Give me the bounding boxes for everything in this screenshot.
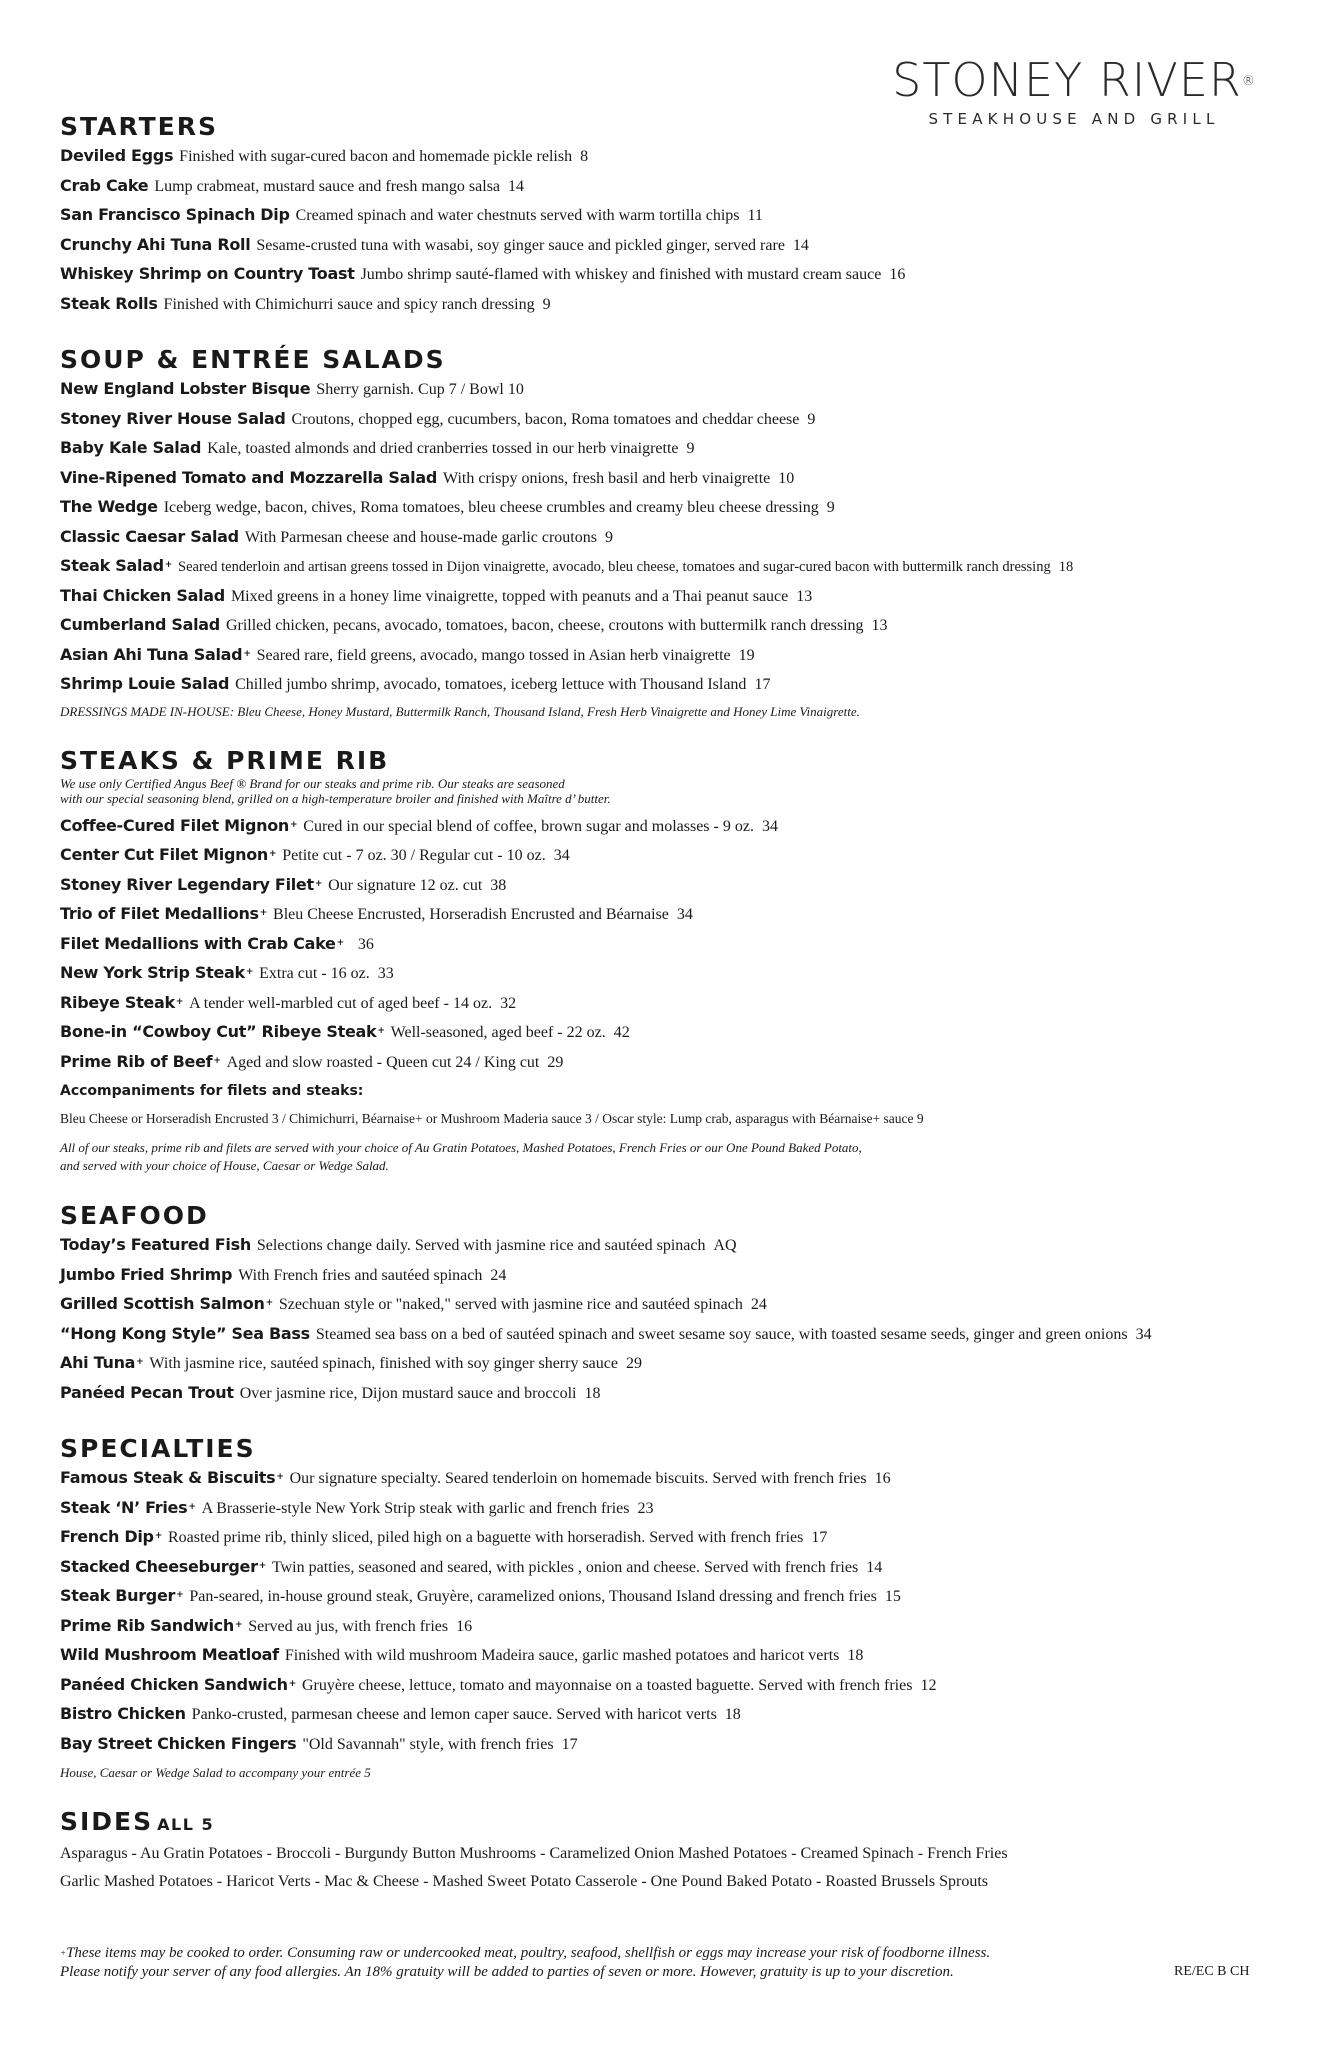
item-name: Bay Street Chicken Fingers — [60, 1733, 297, 1753]
item-price: 19 — [738, 646, 755, 664]
intro-line: with our special seasoning blend, grilled on a high-temperature broiler and finished with Maître d’ butter. — [60, 790, 611, 806]
menu-item — [60, 1523, 1260, 1553]
item-price: 9 — [826, 499, 835, 516]
cooked-to-order-mark: + — [288, 1678, 296, 1689]
item-price: 14 — [792, 236, 809, 254]
disclaimer-line: +These items may be cooked to order. Consuming raw or undercooked meat, poultry, seafood, shellfish or eggs may increase your risk of foodborne illness. — [60, 1945, 991, 1961]
item-description: Sesame-crusted tuna with wasabi, soy ginger sauce and pickled ginger, served rare — [256, 236, 785, 254]
item-price: 34 — [553, 847, 570, 864]
steaks-intro — [60, 776, 1260, 806]
item-description: Our signature specialty. Seared tenderloin on homemade biscuits. Served with french fries — [289, 1470, 867, 1487]
item-name: Vine-Ripened Tomato and Mozzarella Salad — [60, 467, 437, 487]
item-name: Whiskey Shrimp on Country Toast — [60, 264, 355, 283]
menu-item — [60, 260, 1260, 290]
menu-item — [60, 1641, 1260, 1671]
menu-item — [60, 523, 1260, 553]
menu-item — [60, 812, 1260, 842]
logo-name: STONEY RIVER® — [892, 53, 1256, 107]
item-name: Stacked Cheeseburger+ — [60, 1556, 266, 1576]
item-name: Prime Rib Sandwich+ — [60, 1615, 243, 1635]
item-description: Seared tenderloin and artisan greens tossed in Dijon vinaigrette, avocado, bleu cheese, tomatoes and sugar-cured bacon with buttermilk ranch dressing — [178, 559, 1051, 575]
item-description: With crispy onions, fresh basil and herb vinaigrette — [443, 469, 771, 487]
menu-item — [60, 1612, 1260, 1642]
item-price: 9 — [542, 295, 551, 313]
item-name: Steak Salad+ — [60, 556, 173, 575]
item-price: 13 — [796, 587, 813, 605]
item-price: 33 — [377, 965, 394, 982]
menu-item-list — [60, 812, 1260, 1078]
item-price: 36 — [357, 935, 374, 953]
section-title: SIDES ALL 5 — [60, 1807, 215, 1836]
item-price: 38 — [490, 876, 507, 894]
note-line: All of our steaks, prime rib and filets are served with your choice of Au Gratin Potatoes, Mashed Potatoes, French Fries or our One Pound Baked Potato, — [60, 1140, 862, 1155]
dressings-note: DRESSINGS MADE IN-HOUSE: Bleu Cheese, Honey Mustard, Buttermilk Ranch, Thousand Island, Fresh Herb Vinaigrette and Honey Lime Vinaigrette. — [60, 703, 860, 719]
item-description: Kale, toasted almonds and dried cranberries tossed in our herb vinaigrette — [207, 440, 679, 457]
item-description: Panko-crusted, parmesan cheese and lemon caper sauce. Served with haricot verts — [191, 1706, 717, 1723]
item-name: Cumberland Salad — [60, 615, 220, 634]
section-title: STARTERS — [60, 112, 218, 141]
menu-item — [60, 641, 1260, 671]
cooked-to-order-mark: + — [188, 1501, 196, 1512]
salad-accompany-note: House, Caesar or Wedge Salad to accompany your entrée 5 — [60, 1765, 371, 1780]
item-price: 42 — [613, 1024, 630, 1041]
item-price: 34 — [1135, 1325, 1152, 1343]
item-description: Finished with Chimichurri sauce and spicy ranch dressing — [163, 295, 535, 313]
cooked-to-order-mark: + — [213, 1055, 221, 1066]
section-sides — [60, 1807, 1260, 1896]
item-description: Gruyère cheese, lettuce, tomato and mayonnaise on a toasted baguette. Served with french fries — [302, 1676, 913, 1694]
menu-item — [60, 405, 1260, 435]
menu-item — [60, 552, 1260, 582]
item-price: 29 — [547, 1053, 564, 1071]
served-with-note — [60, 1139, 1260, 1175]
cooked-to-order-mark: + — [259, 908, 268, 918]
item-description: Extra cut - 16 oz. — [259, 965, 370, 982]
menu-item — [60, 582, 1260, 612]
menu-item — [60, 1700, 1260, 1730]
item-description: A tender well-marbled cut of aged beef - 14 oz. — [189, 994, 493, 1012]
item-name: Baby Kale Salad — [60, 438, 202, 457]
menu-item — [60, 670, 1260, 700]
accompaniments-title: Accompaniments for filets and steaks: — [60, 1083, 364, 1099]
cooked-to-order-mark: + — [258, 1560, 266, 1571]
item-name: Grilled Scottish Salmon+ — [60, 1294, 273, 1313]
item-name: Crunchy Ahi Tuna Roll — [60, 234, 251, 254]
item-name: New England Lobster Bisque — [60, 379, 311, 398]
item-description: Grilled chicken, pecans, avocado, tomatoes, bacon, cheese, croutons with buttermilk ranch dressing — [225, 617, 864, 634]
item-price: AQ — [713, 1237, 737, 1254]
item-price: 18 — [847, 1647, 864, 1664]
item-description: A Brasserie-style New York Strip steak with garlic and french fries — [201, 1499, 630, 1517]
menu-item-list — [60, 1231, 1260, 1408]
item-price: 8 — [580, 148, 589, 165]
cooked-to-order-mark: + — [269, 849, 277, 859]
item-price: 16 — [456, 1617, 473, 1635]
cooked-to-order-mark: + — [234, 1619, 243, 1630]
menu-item-list — [60, 142, 1260, 319]
menu-item — [60, 434, 1260, 464]
intro-line: We use only Certified Angus Beef ® Brand for our steaks and prime rib. Our steaks are seasoned — [60, 775, 565, 791]
item-name: Wild Mushroom Meatloaf — [60, 1645, 279, 1664]
disclaimer-line: Please notify your server of any food allergies. An 18% gratuity will be added to parties of seven or more. However, gratuity is up to your discretion. — [60, 1964, 954, 1980]
item-description: "Old Savannah" style, with french fries — [302, 1735, 554, 1753]
item-description: With jasmine rice, sautéed spinach, finished with soy ginger sherry sauce — [149, 1355, 618, 1372]
item-description: Cured in our special blend of coffee, brown sugar and molasses - 9 oz. — [303, 817, 754, 835]
item-description: Twin patties, seasoned and seared, with pickles , onion and cheese. Served with french fries — [271, 1558, 859, 1576]
item-name: San Francisco Spinach Dip — [60, 205, 290, 224]
item-description: Chilled jumbo shrimp, avocado, tomatoes, iceberg lettuce with Thousand Island — [235, 676, 747, 693]
menu-item — [60, 1018, 1260, 1048]
item-description: Szechuan style or "naked," served with jasmine rice and sautéed spinach — [278, 1296, 743, 1313]
item-description: Croutons, chopped egg, cucumbers, bacon, Roma tomatoes and cheddar cheese — [291, 410, 800, 428]
item-price: 13 — [871, 617, 888, 634]
item-price: 17 — [561, 1735, 578, 1753]
menu-item — [60, 1582, 1260, 1612]
item-name: Prime Rib of Beef+ — [60, 1051, 221, 1071]
section-title: SOUP & ENTRÉE SALADS — [60, 345, 446, 374]
item-price: 18 — [724, 1706, 741, 1723]
cooked-to-order-mark: + — [175, 996, 184, 1007]
item-name: Bistro Chicken — [60, 1704, 186, 1723]
item-name: Shrimp Louie Salad — [60, 674, 230, 693]
item-description: Iceberg wedge, bacon, chives, Roma tomatoes, bleu cheese crumbles and creamy bleu cheese dressing — [163, 499, 819, 516]
item-description: Well-seasoned, aged beef - 22 oz. — [390, 1024, 606, 1041]
item-description: Petite cut - 7 oz. 30 / Regular cut - 10 oz. — [282, 847, 546, 864]
cooked-to-order-mark: + — [136, 1357, 144, 1367]
menu-item — [60, 201, 1260, 231]
cooked-to-order-mark: + — [154, 1531, 162, 1541]
logo-tagline: STEAKHOUSE AND GRILL — [928, 110, 1220, 128]
menu-item — [60, 611, 1260, 641]
menu-item — [60, 1048, 1260, 1078]
item-name: Center Cut Filet Mignon+ — [60, 845, 277, 864]
item-name: French Dip+ — [60, 1527, 162, 1546]
item-price: 10 — [778, 469, 795, 487]
item-name: Crab Cake — [60, 175, 149, 195]
footer-disclaimer — [60, 1944, 1160, 1982]
section-title: STEAKS & PRIME RIB — [60, 745, 390, 775]
item-price: 16 — [874, 1470, 891, 1487]
item-description: Selections change daily. Served with jasmine rice and sautéed spinach — [256, 1237, 706, 1254]
item-price: 34 — [761, 817, 778, 835]
item-name: Asian Ahi Tuna Salad+ — [60, 644, 251, 664]
menu-item-list — [60, 375, 1260, 700]
section-title: SEAFOOD — [60, 1201, 209, 1230]
item-price: 11 — [747, 207, 763, 224]
menu-item — [60, 290, 1260, 320]
menu-item — [60, 959, 1260, 989]
item-name: Famous Steak & Biscuits+ — [60, 1468, 284, 1487]
menu-item — [60, 989, 1260, 1019]
item-name: Classic Caesar Salad — [60, 526, 239, 546]
menu-item — [60, 493, 1260, 523]
item-price: 24 — [750, 1296, 767, 1313]
item-price: 18 — [584, 1384, 601, 1402]
menu-item — [60, 464, 1260, 494]
item-name: Stoney River House Salad — [60, 408, 286, 428]
item-name: New York Strip Steak+ — [60, 963, 254, 982]
section-steaks — [60, 746, 1260, 1176]
item-description: Mixed greens in a honey lime vinaigrette, topped with peanuts and a Thai peanut sauce — [230, 587, 789, 605]
menu-item-list — [60, 1464, 1260, 1759]
menu-item — [60, 1464, 1260, 1494]
item-price: 14 — [866, 1558, 883, 1576]
menu-item — [60, 1231, 1260, 1261]
item-price: 14 — [508, 177, 525, 195]
item-name: Steak ‘N’ Fries+ — [60, 1497, 196, 1517]
item-name: Steak Rolls — [60, 293, 158, 313]
item-price: 17 — [754, 676, 771, 693]
menu-content — [60, 112, 1260, 1896]
item-name: Ahi Tuna+ — [60, 1353, 144, 1372]
menu-item — [60, 1379, 1260, 1409]
item-price: 29 — [625, 1355, 642, 1372]
item-description: Sherry garnish. Cup 7 / Bowl 10 — [316, 381, 524, 398]
item-price: 34 — [676, 906, 693, 923]
note-line: and served with your choice of House, Caesar or Wedge Salad. — [60, 1158, 389, 1173]
menu-item — [60, 1730, 1260, 1760]
item-price: 24 — [490, 1266, 507, 1284]
item-price: 9 — [686, 440, 695, 457]
cooked-to-order-mark: + — [243, 648, 251, 659]
menu-item — [60, 231, 1260, 261]
item-description: Our signature 12 oz. cut — [328, 876, 483, 894]
sides-line: Asparagus - Au Gratin Potatoes - Broccoli - Burgundy Button Mushrooms - Caramelized Onion Mashed Potatoes - Creamed Spinach - French Fries — [60, 1845, 1008, 1862]
item-name: Bone-in “Cowboy Cut” Ribeye Steak+ — [60, 1022, 385, 1041]
item-name: Panéed Chicken Sandwich+ — [60, 1674, 296, 1694]
item-name: “Hong Kong Style” Sea Bass — [60, 1323, 310, 1343]
menu-code: RE/EC B CH — [1174, 1964, 1250, 1979]
menu-item — [60, 1494, 1260, 1524]
item-name: Coffee-Cured Filet Mignon+ — [60, 815, 298, 835]
menu-item — [60, 1671, 1260, 1701]
cooked-to-order-mark: + — [290, 819, 298, 830]
menu-item — [60, 375, 1260, 405]
item-price: 16 — [889, 266, 906, 283]
section-title: SPECIALTIES — [60, 1434, 256, 1463]
menu-item — [60, 841, 1260, 871]
menu-item — [60, 900, 1260, 930]
item-name: Ribeye Steak+ — [60, 992, 184, 1012]
menu-item — [60, 172, 1260, 202]
item-name: Stoney River Legendary Filet+ — [60, 874, 323, 894]
item-name: Filet Medallions with Crab Cake+ — [60, 933, 344, 953]
cooked-to-order-mark: + — [276, 1472, 284, 1482]
section-seafood — [60, 1201, 1260, 1408]
item-description: Finished with sugar-cured bacon and homemade pickle relish — [179, 148, 573, 165]
item-description: Steamed sea bass on a bed of sautéed spinach and sweet sesame soy sauce, with toasted sesame seeds, ginger and green onions — [315, 1325, 1128, 1343]
menu-item — [60, 930, 1260, 960]
item-name: Deviled Eggs — [60, 146, 174, 165]
item-description: Pan-seared, in-house ground steak, Gruyère, caramelized onions, Thousand Island dressing and french fries — [189, 1588, 877, 1605]
item-description: Creamed spinach and water chestnuts served with warm tortilla chips — [295, 207, 740, 224]
item-price: 23 — [637, 1499, 654, 1517]
section-soup-salads — [60, 345, 1260, 720]
menu-item — [60, 142, 1260, 172]
item-name: Panéed Pecan Trout — [60, 1382, 234, 1402]
menu-item — [60, 1320, 1260, 1350]
item-description: Served au jus, with french fries — [248, 1617, 449, 1635]
item-name: Thai Chicken Salad — [60, 585, 225, 605]
menu-item — [60, 1290, 1260, 1320]
item-name: Today’s Featured Fish — [60, 1235, 251, 1254]
section-starters — [60, 112, 1260, 319]
item-price: 12 — [920, 1676, 937, 1694]
menu-item — [60, 871, 1260, 901]
menu-item — [60, 1349, 1260, 1379]
cooked-to-order-mark: + — [265, 1298, 273, 1308]
item-description: Roasted prime rib, thinly sliced, piled high on a baguette with horseradish. Served with french fries — [167, 1529, 804, 1546]
item-description: With Parmesan cheese and house-made garlic croutons — [244, 528, 597, 546]
item-description: Over jasmine rice, Dijon mustard sauce and broccoli — [239, 1384, 577, 1402]
cooked-to-order-mark: + — [377, 1026, 385, 1036]
item-description: Jumbo shrimp sauté-flamed with whiskey and finished with mustard cream sauce — [360, 266, 882, 283]
item-price: 32 — [500, 994, 517, 1012]
item-name: Trio of Filet Medallions+ — [60, 904, 268, 923]
sides-line: Garlic Mashed Potatoes - Haricot Verts - Mac & Cheese - Mashed Sweet Potato Casserole - One Pound Baked Potato - Roasted Brussels Sprouts — [60, 1873, 988, 1890]
item-description: Aged and slow roasted - Queen cut 24 / King cut — [226, 1053, 540, 1071]
item-price: 15 — [884, 1588, 901, 1605]
item-price: 9 — [604, 528, 613, 546]
section-specialties — [60, 1434, 1260, 1781]
accompaniments-line: Bleu Cheese or Horseradish Encrusted 3 / Chimichurri, Béarnaise+ or Mushroom Maderia sauce 3 / Oscar style: Lump crab, asparagus with Béarnaise+ sauce 9 — [60, 1111, 924, 1126]
item-description: Seared rare, field greens, avocado, mango tossed in Asian herb vinaigrette — [256, 646, 731, 664]
menu-item — [60, 1553, 1260, 1583]
item-description: With French fries and sautéed spinach — [238, 1266, 483, 1284]
item-description: Bleu Cheese Encrusted, Horseradish Encrusted and Béarnaise — [273, 906, 669, 923]
cooked-to-order-mark: + — [164, 560, 173, 570]
item-name: Jumbo Fried Shrimp — [60, 1264, 233, 1284]
item-price: 18 — [1058, 559, 1074, 575]
item-description: Finished with wild mushroom Madeira sauce, garlic mashed potatoes and haricot verts — [284, 1647, 840, 1664]
item-name: Steak Burger+ — [60, 1586, 184, 1605]
item-description: Lump crabmeat, mustard sauce and fresh mango salsa — [154, 177, 501, 195]
item-name: The Wedge — [60, 497, 158, 516]
cooked-to-order-mark: + — [314, 878, 323, 889]
item-price: 9 — [807, 410, 816, 428]
item-price: 17 — [811, 1529, 828, 1546]
cooked-to-order-mark: + — [245, 967, 254, 977]
cooked-to-order-mark: + — [176, 1590, 184, 1600]
cooked-to-order-mark: + — [336, 937, 344, 948]
menu-item — [60, 1261, 1260, 1291]
